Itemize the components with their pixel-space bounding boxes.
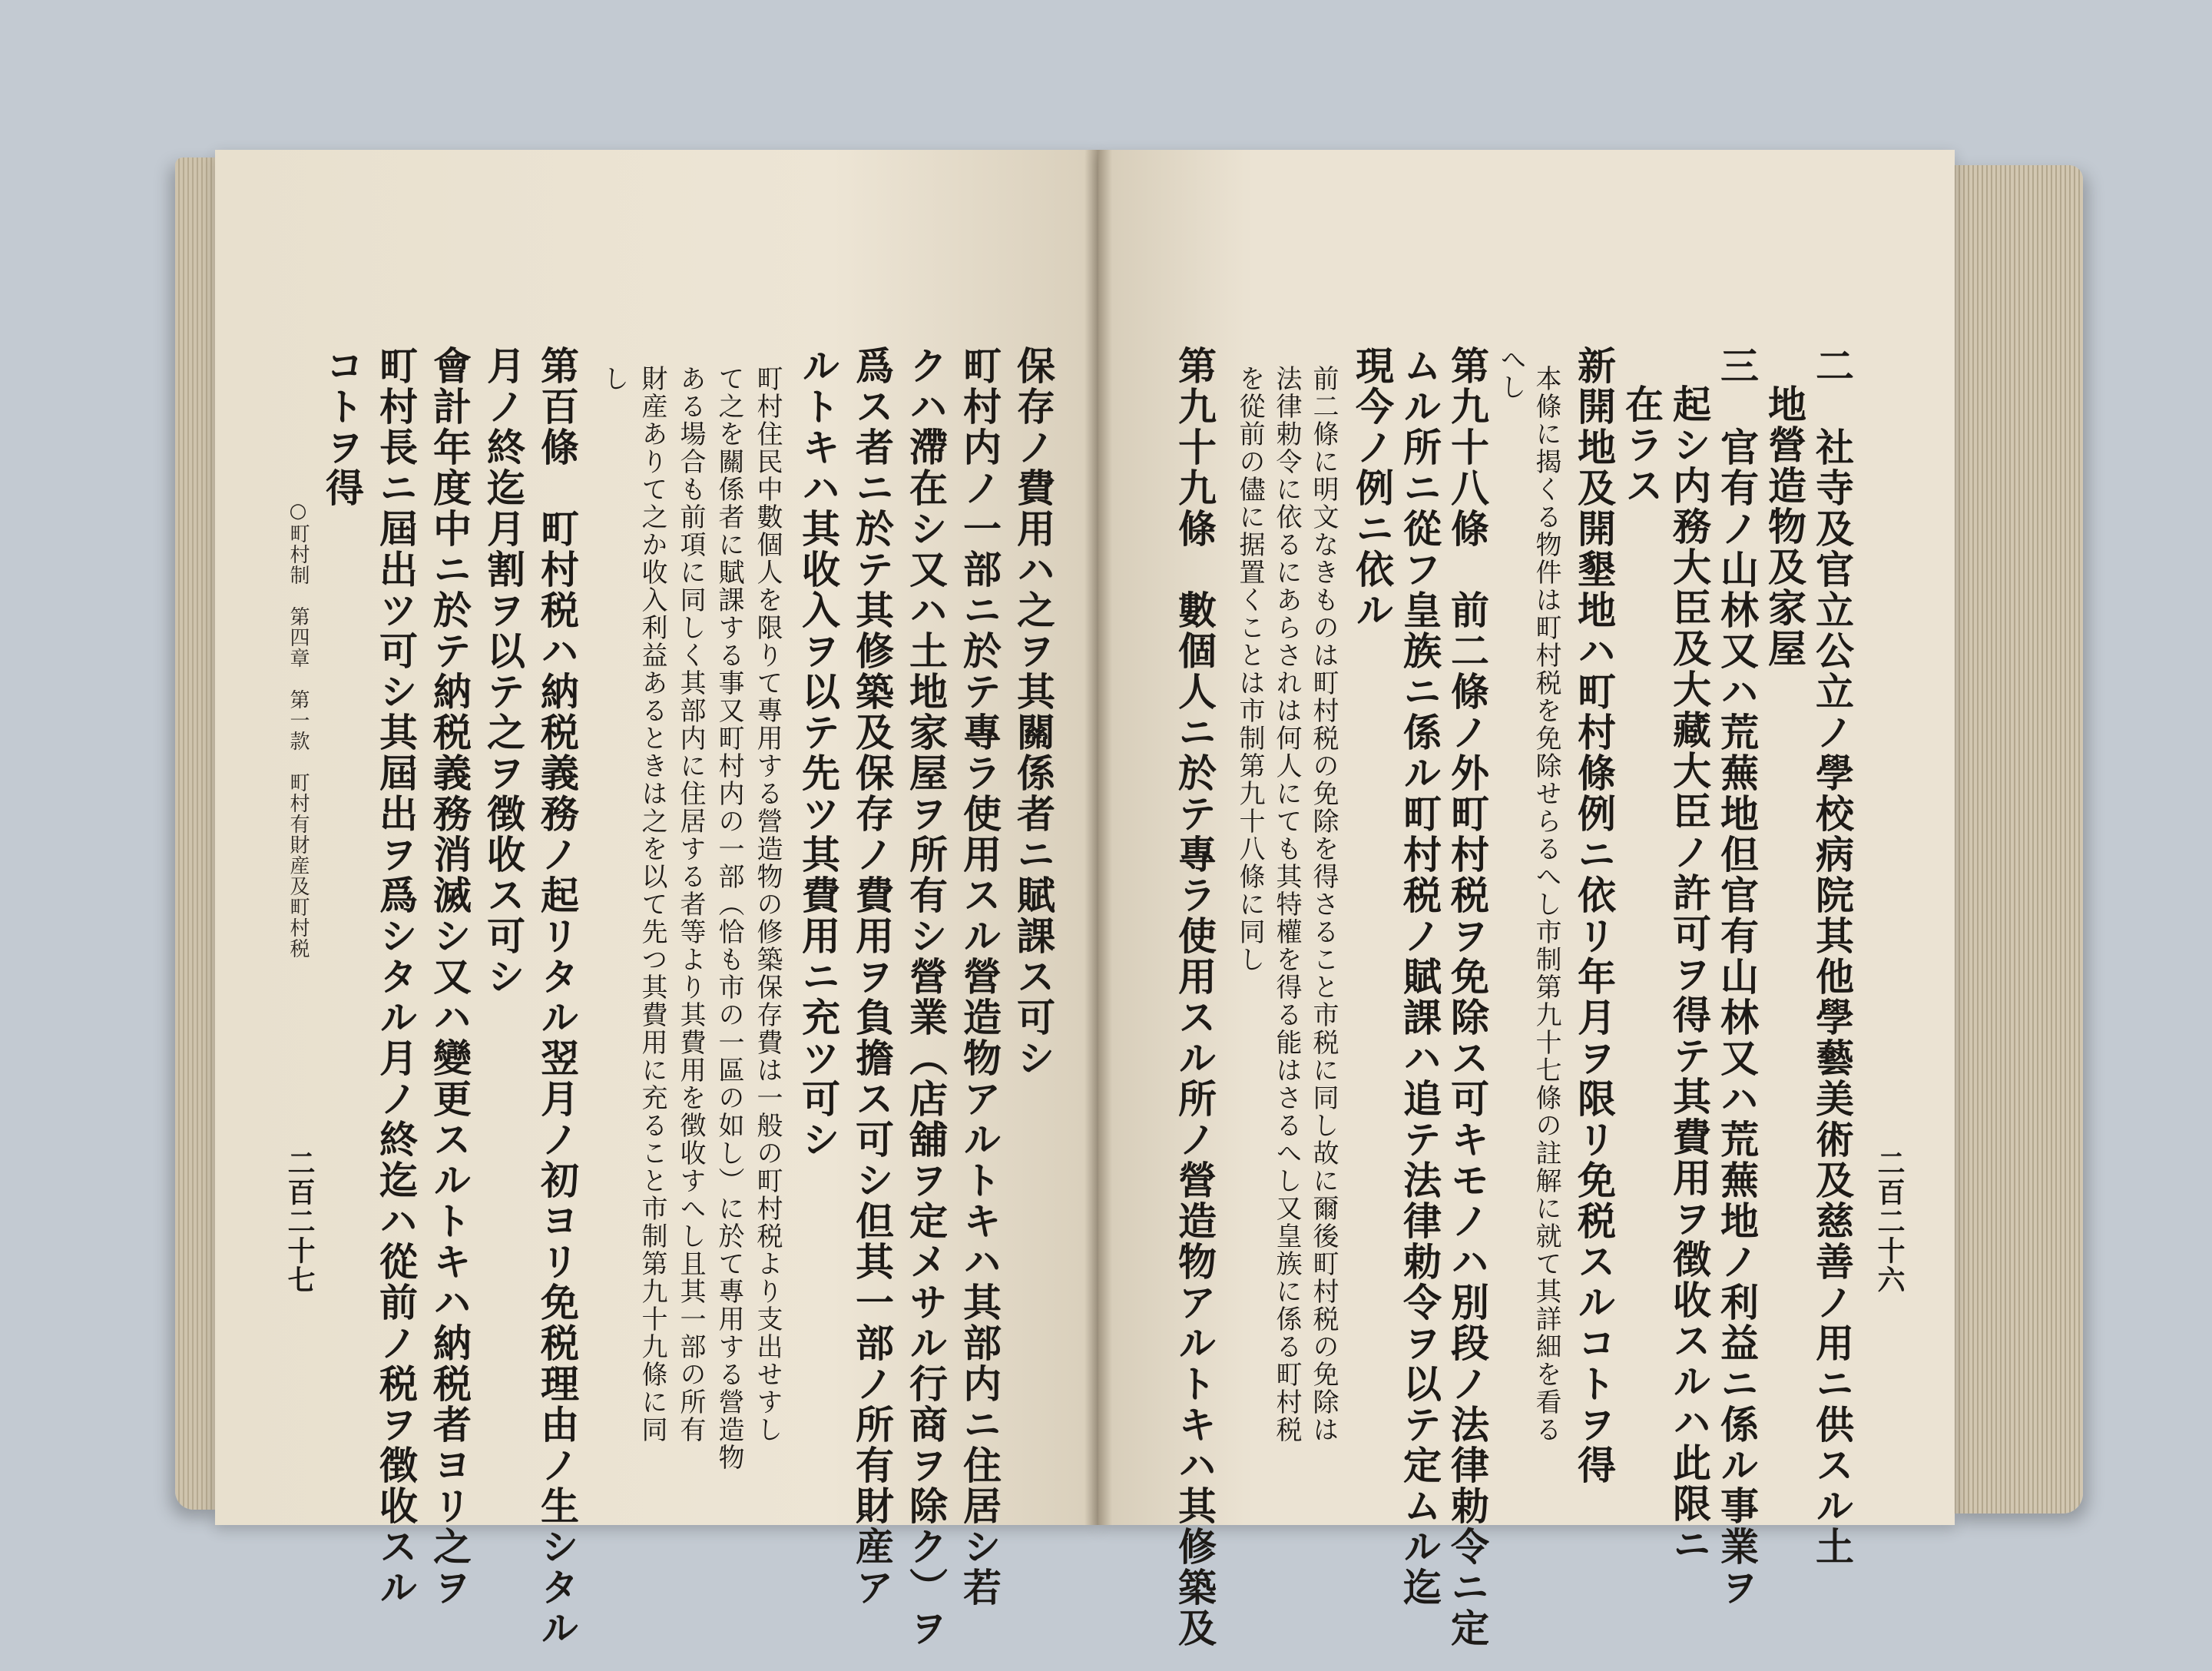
left-text-column: 爲ス者ニ於テ其修築及保存ノ費用ヲ負擔ス可シ但其一部ノ所有財産ア — [849, 346, 895, 1608]
left-text-column: 第百條 町村税ハ納税義務ノ起リタル翌月ノ初ヨリ免税理由ノ生シタル — [535, 346, 580, 1649]
book-gutter — [1084, 150, 1112, 1525]
right-text-column: 二 社寺及官立公立ノ學校病院其他學藝美術及慈善ノ用ニ供スル土 — [1810, 346, 1855, 1567]
right-note-column: を從前の儘に据置くことは市制第九十八條に同し — [1234, 365, 1265, 973]
right-text-column: ムル所ニ從フ皇族ニ係ル町村税ノ賦課ハ追テ法律勅令ヲ以テ定ムル迄 — [1397, 346, 1442, 1608]
right-note-column: 法律勅令に依るにあらされは何人にても其特權を得る能はさるへし又皇族に係る町村税 — [1271, 365, 1302, 1444]
right-text-column: 現今ノ例ニ依ル — [1349, 346, 1395, 631]
left-page-number: 二百二十七 — [283, 1149, 316, 1295]
left-note-column: 町村住民中數個人を限りて專用する營造物の修築保存費は一般の町村税より支出せすし — [752, 365, 783, 1444]
left-text-column: 會計年度中ニ於テ納税義務消滅シ又ハ變更スルトキハ納税者ヨリ之ヲ — [427, 346, 472, 1608]
right-note-column: へし — [1495, 346, 1526, 401]
left-text-column: ルトキハ其收入ヲ以テ先ツ其費用ニ充ツ可シ — [796, 346, 841, 1160]
left-note-column: て之を關係者に賦課する事又町村内の一部（恰も市の一區の如し）に於て專用する營造物 — [714, 365, 744, 1471]
right-note-column: 本條に揭くる物件は町村税を免除せらるへし市制第九十七條の註解に就て其詳細を看る — [1531, 365, 1561, 1444]
right-text-column: 地營造物及家屋 — [1762, 384, 1807, 669]
right-page-number: 二百二十六 — [1873, 1149, 1906, 1295]
right-text-column: 在ラス — [1619, 384, 1664, 506]
right-text-column: 第九十九條 數個人ニ於テ專ラ使用スル所ノ營造物アルトキハ其修築及 — [1172, 346, 1217, 1649]
left-note-column: ある場合も前項に同しく其部内に住居する者等より其費用を徴收すへし且其一部の所有 — [675, 365, 706, 1444]
right-page-edges — [1951, 165, 2083, 1514]
right-text-column: 新開地及開墾地ハ町村條例ニ依リ年月ヲ限リ免税スルコトヲ得 — [1571, 346, 1617, 1486]
left-note-column: し — [598, 365, 629, 393]
left-text-column: 保存ノ費用ハ之ヲ其關係者ニ賦課ス可シ — [1011, 346, 1056, 1079]
right-text-column: 三 官有ノ山林又ハ荒蕪地但官有山林又ハ荒蕪地ノ利益ニ係ル事業ヲ — [1714, 346, 1760, 1608]
left-text-column: 月ノ終迄月割ヲ以テ之ヲ徴收ス可シ — [481, 346, 526, 997]
left-text-column: 町村長ニ屆出ツ可シ其屆出ヲ爲シタル月ノ終迄ハ從前ノ税ヲ徴收スル — [373, 346, 419, 1608]
left-text-column: クハ滯在シ又ハ土地家屋ヲ所有シ營業（店舖ヲ定メサル行商ヲ除ク）ヲ — [903, 346, 949, 1649]
left-text-column: コトヲ得 — [320, 346, 365, 509]
running-head: ○町村制 第四章 第一款 町村有財産及町村税 — [286, 499, 310, 959]
left-text-column: 町村内ノ一部ニ於テ專ラ使用スル營造物アルトキハ其部内ニ住居シ若 — [957, 346, 1002, 1608]
right-page — [1098, 150, 1955, 1649]
right-text-column: 第九十八條 前二條ノ外町村税ヲ免除ス可キモノハ別段ノ法律勅令ニ定 — [1445, 346, 1490, 1649]
right-note-column: 前二條に明文なきものは町村税の免除を得さること市税に同し故に爾後町村税の免除は — [1308, 365, 1339, 1444]
right-text-column: 起シ内務大臣及大藏大臣ノ許可ヲ得テ其費用ヲ徴收スルハ此限ニ — [1667, 384, 1712, 1565]
left-page — [215, 150, 1098, 1649]
left-note-column: 財産ありて之か收入利益あるときは之を以て先つ其費用に充ること市制第九十九條に同 — [637, 365, 667, 1444]
